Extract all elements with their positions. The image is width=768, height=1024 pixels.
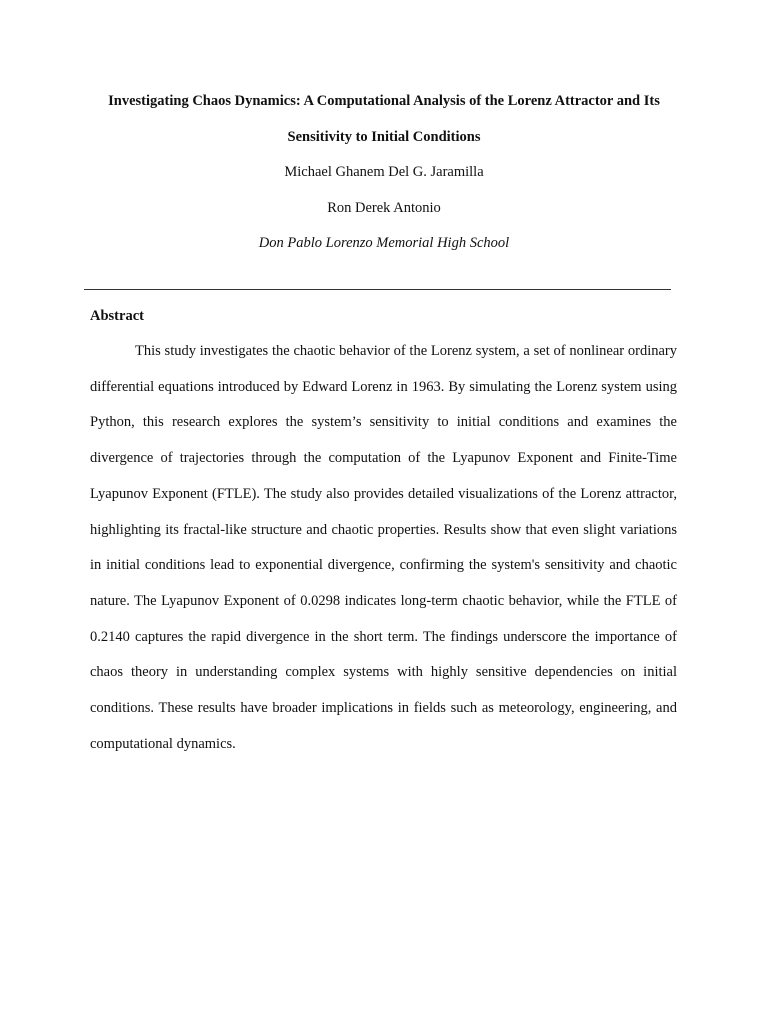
abstract-body: This study investigates the chaotic behavior of the Lorenz system, a set of nonlinear ordinary differential equations introduced by Edward Lorenz in 1963. By simulating the Lorenz system using Python, this research explores the system’s sensitivity to initial conditions and examines the divergence of trajectories through the computation of the Lyapunov Exponent and Finite-Time Lyapunov Exponent (FTLE). The study also provides detailed visualizations of the Lorenz attractor, highlighting its fractal-like structure and chaotic properties. Results show that even slight variations in initial conditions lead to exponential divergence, confirming the system's sensitivity and chaotic nature. The Lyapunov Exponent of 0.0298 indicates long-term chaotic behavior, while the FTLE of 0.2140 captures the rapid divergence in the short term. The findings underscore the importance of chaos theory in understanding complex systems with highly sensitive dependencies on initial conditions. These results have broader implications in fields such as meteorology, engineering, and computational dynamics. bbox=[90, 343, 677, 752]
paper-title-line-1: Investigating Chaos Dynamics: A Computational Analysis of the Lorenz Attractor and Its bbox=[108, 93, 660, 109]
horizontal-divider bbox=[84, 289, 671, 290]
author-1: Michael Ghanem Del G. Jaramilla bbox=[284, 164, 484, 180]
abstract-heading: Abstract bbox=[90, 308, 144, 324]
author-2: Ron Derek Antonio bbox=[327, 199, 441, 216]
affiliation: Don Pablo Lorenzo Memorial High School bbox=[258, 235, 510, 251]
title-block bbox=[84, 84, 684, 262]
paper-title-line-2: Sensitivity to Initial Conditions bbox=[287, 128, 481, 145]
